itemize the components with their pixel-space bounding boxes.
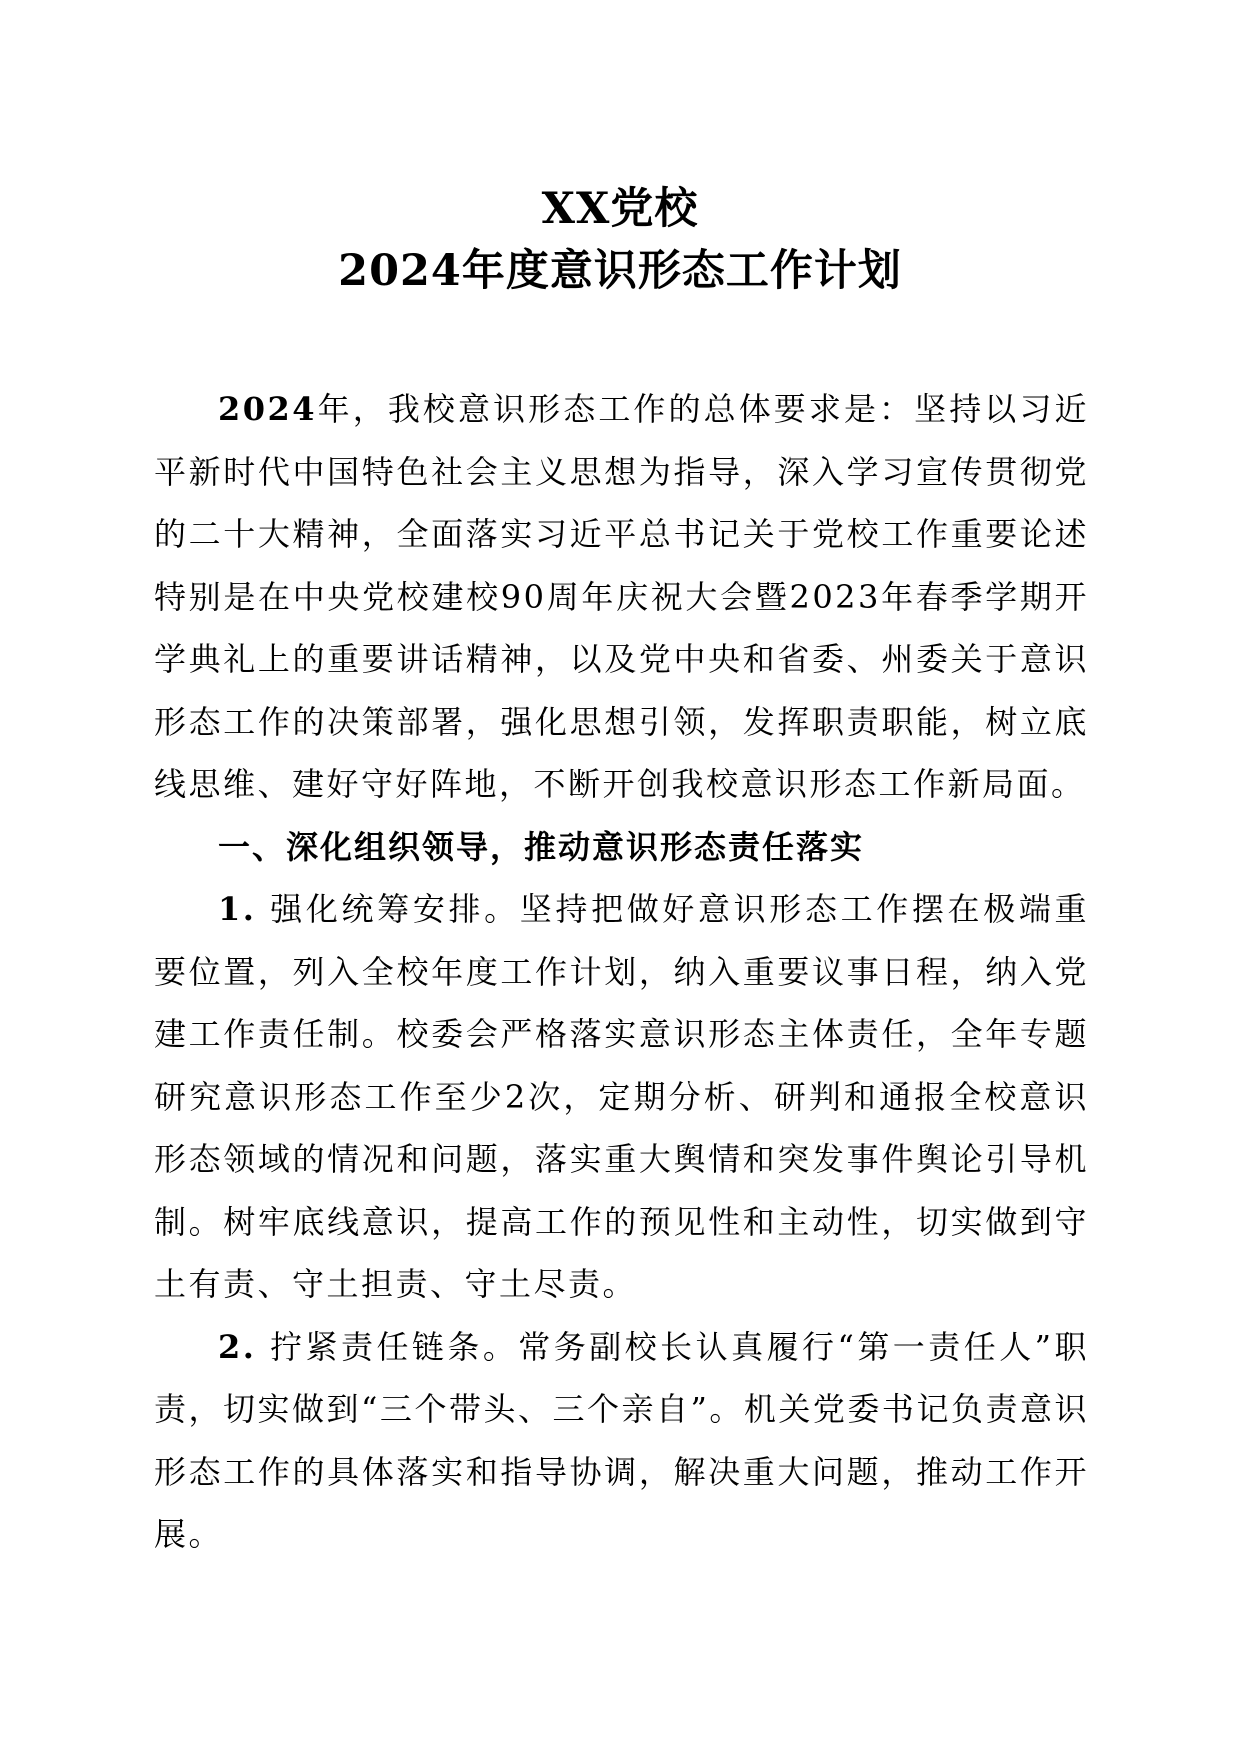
item-number-2: 2.	[218, 1327, 257, 1366]
item-text-1: 强化统筹安排。坚持把做好意识形态工作摆在极端重要位置，列入全校年度工作计划，纳入重要议事日程，纳入党建工作责任制。校委会严格落实意识形态主体责任，全年专题研究意识形态工作至少2次，定期分析、研判和通报全校意识形态领域的情况和问题，落实重大舆情和突发事件舆论引导机制。树牢底线意识，提高工作的预见性和主动性，切实做到守土有责、守土担责、守土尽责。	[154, 890, 1089, 1303]
title-line-1: XX党校	[541, 184, 699, 234]
title-line-2: 2024年度意识形态工作计划	[338, 246, 902, 296]
document-body	[154, 378, 1089, 1566]
section-heading-1: 一、深化组织领导，推动意识形态责任落实	[218, 827, 865, 866]
item-paragraph-2	[154, 1316, 1089, 1566]
intro-year: 2024	[218, 390, 318, 428]
intro-text: 年，我校意识形态工作的总体要求是：坚持以习近平新时代中国特色社会主义思想为指导，深入学习宣传贯彻党的二十大精神，全面落实习近平总书记关于党校工作重要论述特别是在中央党校建校90周年庆祝大会暨2023年春季学期开学典礼上的重要讲话精神，以及党中央和省委、州委关于意识形态工作的决策部署，强化思想引领，发挥职责职能，树立底线思维、建好守好阵地，不断开创我校意识形态工作新局面。	[154, 390, 1089, 803]
item-text-2: 拧紧责任链条。常务副校长认真履行“第一责任人”职责，切实做到“三个带头、三个亲自”。机关党委书记负责意识形态工作的具体落实和指导协调，解决重大问题，推动工作开展。	[154, 1327, 1089, 1553]
document-title	[0, 178, 1240, 302]
item-number-1: 1.	[218, 890, 257, 928]
intro-paragraph	[154, 378, 1089, 816]
item-paragraph-1	[154, 878, 1089, 1316]
